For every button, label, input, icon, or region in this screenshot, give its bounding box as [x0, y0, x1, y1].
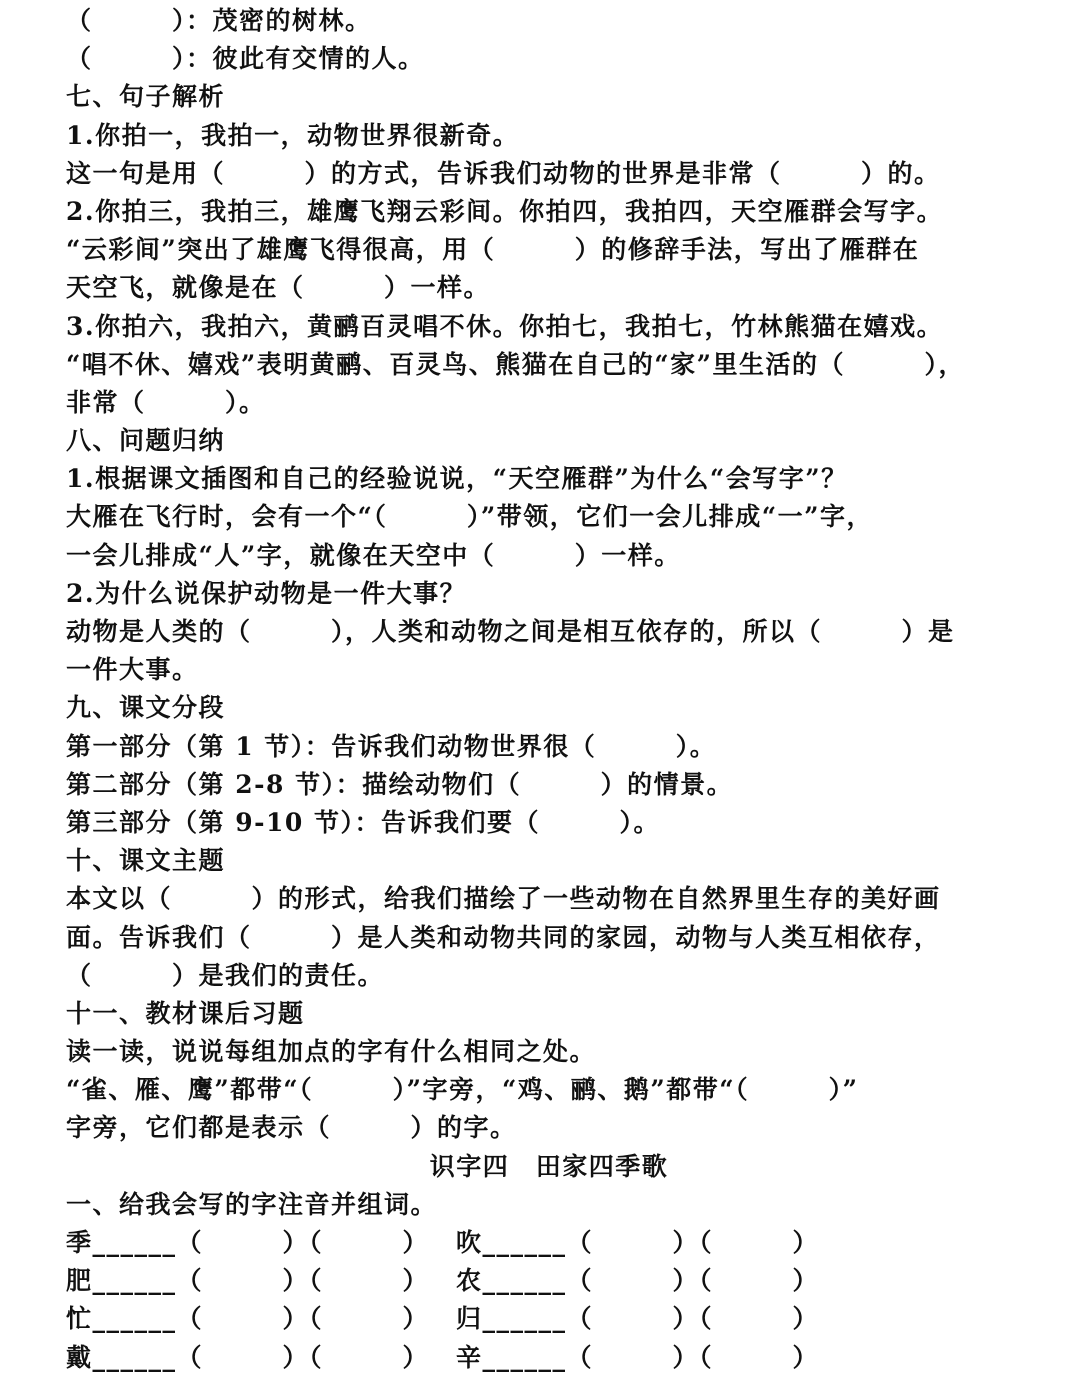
- lesson-subtitle: 识字四 田家四季歌: [429, 1151, 669, 1181]
- char-cell-left: 忙______（ ）（ ）: [66, 1304, 430, 1334]
- text-line: 第一部分（第 1 节）：告诉我们动物世界很（ ）。: [66, 731, 717, 761]
- text-line: 一会儿排成“人”字，就像在天空中（ ）一样。: [66, 540, 681, 570]
- text-line: 第二部分（第 2-8 节）：描绘动物们（ ）的情景。: [66, 769, 734, 799]
- text-line: “雀、雁、鹰”都带“（ ）”字旁，“鸡、鹂、鹅”都带“（ ）”: [66, 1075, 859, 1105]
- section-heading: 七、句子解析: [66, 82, 226, 112]
- char-cell-right: 辛______（ ）（ ）: [456, 1342, 820, 1372]
- char-cell-right: 吹______（ ）（ ）: [456, 1228, 820, 1257]
- text-line: 1.你拍一，我拍一，动物世界很新奇。: [66, 120, 520, 150]
- char-cell-right: 农______（ ）（ ）: [456, 1266, 820, 1296]
- char-cell-right: 归______（ ）（ ）: [456, 1304, 820, 1334]
- char-cell-left: 季______（ ）（ ）: [66, 1228, 430, 1257]
- section-heading: 九、课文分段: [66, 693, 226, 723]
- text-line: “唱不休、嬉戏”表明黄鹂、百灵鸟、熊猫在自己的“家”里生活的（ ），: [66, 349, 966, 379]
- text-line: 3.你拍六，我拍六，黄鹂百灵唱不休。你拍七，我拍七，竹林熊猫在嬉戏。: [66, 311, 944, 341]
- char-row: [66, 1224, 1032, 1262]
- section-heading: 一、给我会写的字注音并组词。: [66, 1189, 438, 1219]
- section-heading: 十一、教材课后习题: [66, 998, 305, 1028]
- text-line: 2.你拍三，我拍三，雄鹰飞翔云彩间。你拍四，我拍四，天空雁群会写字。: [66, 196, 944, 226]
- text-line: “云彩间”突出了雄鹰飞得很高，用（ ）的修辞手法，写出了雁群在: [66, 235, 920, 265]
- text-line: 本文以（ ）的形式，给我们描绘了一些动物在自然界里生存的美好画: [66, 884, 941, 914]
- text-line: （ ）：彼此有交情的人。: [66, 44, 425, 74]
- section-heading: 十、课文主题: [66, 846, 226, 876]
- text-line: 字旁，它们都是表示（ ）的字。: [66, 1113, 517, 1143]
- char-row: [66, 1300, 1032, 1338]
- text-line: 非常（ ）。: [66, 387, 266, 417]
- text-line: 大雁在飞行时，会有一个“（ ）”带领，它们一会儿排成“一”字，: [66, 502, 874, 532]
- text-line: 面。告诉我们（ ）是人类和动物共同的家园，动物与人类互相依存，: [66, 922, 941, 952]
- char-row: [66, 1339, 1032, 1377]
- text-line: 读一读，说说每组加点的字有什么相同之处。: [66, 1037, 597, 1067]
- text-line: （ ）是我们的责任。: [66, 960, 385, 990]
- char-cell-left: 肥______（ ）（ ）: [66, 1266, 430, 1296]
- text-line: 第三部分（第 9-10 节）：告诉我们要（ ）。: [66, 807, 660, 837]
- text-line: 一件大事。: [66, 655, 199, 685]
- text-line: 这一句是用（ ）的方式，告诉我们动物的世界是非常（ ）的。: [66, 158, 941, 188]
- text-line: 2.为什么说保护动物是一件大事？: [66, 578, 467, 608]
- section-heading: 八、问题归纳: [66, 426, 226, 456]
- text-line: 天空飞，就像是在（ ）一样。: [66, 273, 491, 303]
- text-line: 1.根据课文插图和自己的经验说说，“天空雁群”为什么“会写字”？: [66, 464, 848, 494]
- text-line: （ ）：茂密的树林。: [66, 6, 372, 35]
- char-row: [66, 1262, 1032, 1300]
- text-line: 动物是人类的（ ），人类和动物之间是相互依存的，所以（ ）是: [66, 617, 955, 646]
- char-cell-left: 戴______（ ）（ ）: [66, 1342, 430, 1372]
